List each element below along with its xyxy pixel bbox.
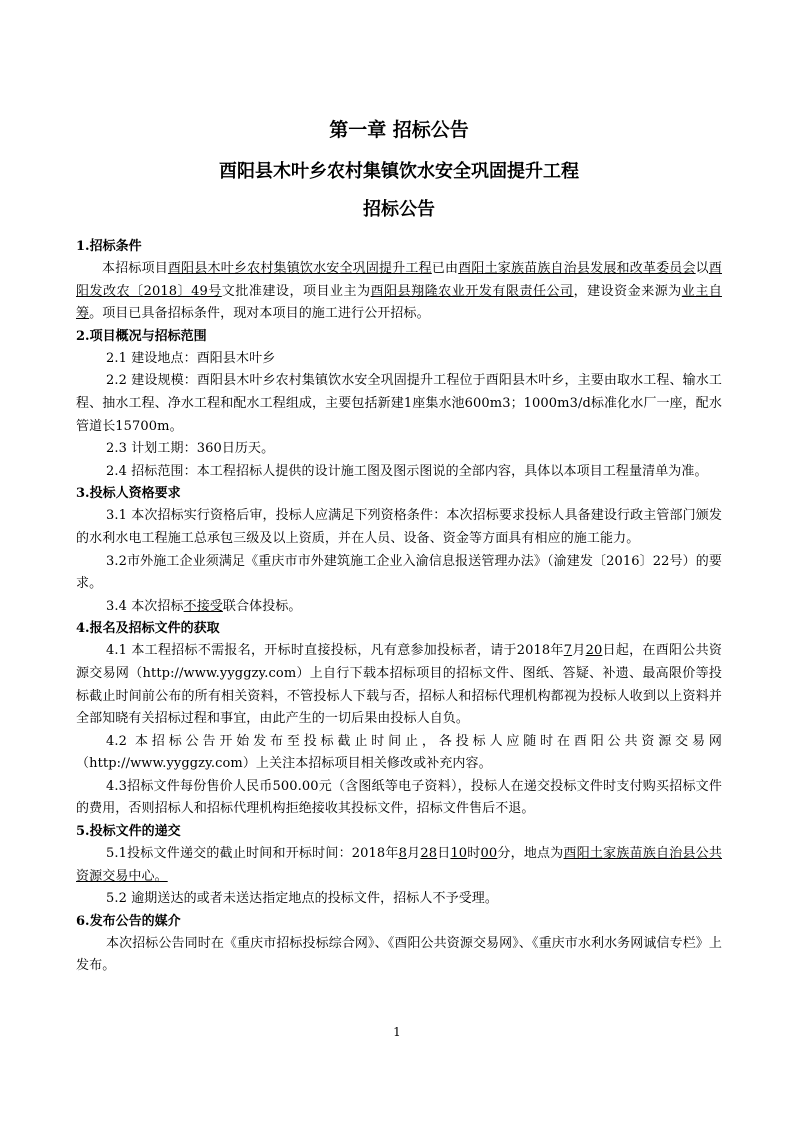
submission-place-underlined: 酉阳土家族苗族自治县公共资源交易中心。: [76, 846, 722, 884]
start-day-underlined: 20: [585, 643, 603, 659]
start-month-underlined: 7: [563, 643, 573, 659]
not-accept-underlined: 不接受: [183, 598, 223, 614]
section-title-bidding-conditions: 1.招标条件: [76, 239, 142, 254]
qualification-paragraph: 3.1 本次招标实行资格后审，投标人应满足下列资格条件：本次招标要求投标人具备建设行政主管部门颁发的水利水电工程施工总承包三级及以上资质，并在人员、设备、资金等方面具有相应的施工能力。: [76, 508, 722, 546]
publication-media-paragraph: 本次招标公告同时在《重庆市招标投标综合网》、《酉阳公共资源交易网》、《重庆市水利水务网诚信专栏》上发布。: [76, 935, 722, 974]
page-number: 1: [393, 1025, 401, 1039]
submission-deadline-paragraph: 5.1投标文件递交的截止时间和开标时间：2018年8月28日10时00分，地点为酉阳土家族苗族自治县公共资源交易中心。: [76, 846, 722, 884]
deadline-hour-underlined: 10: [450, 846, 468, 862]
late-submission-paragraph: 5.2 逾期送达的或者未送达指定地点的投标文件，招标人不予受理。: [106, 891, 499, 907]
section-title-qualification: 3.投标人资格要求: [76, 486, 181, 502]
document-body: [76, 118, 722, 978]
chapter-title: 第一章 招标公告: [329, 119, 469, 141]
section-title-project-overview: 2.项目概况与招标范围: [76, 328, 207, 344]
fund-source-underlined: 业主自筹: [76, 283, 722, 322]
announcement-updates-paragraph: 4.2 本招标公告开始发布至投标截止时间止，各投标人应随时在酉阳公共资源交易网（http://www.yyggzy.com）上关注本招标项目相关修改或补充内容。: [76, 733, 722, 772]
project-name-underlined: 酉阳县木叶乡农村集镇饮水安全巩固提升工程: [167, 261, 432, 276]
consortium-paragraph: 3.4 本次招标不接受联合体投标。: [106, 598, 302, 614]
section-title-submission: 5.投标文件的递交: [76, 824, 181, 840]
project-title: 酉阳县木叶乡农村集镇饮水安全巩固提升工程: [219, 161, 579, 182]
download-paragraph: 4.1 本工程招标不需报名，开标时直接投标，凡有意参加投标者，请于2018年7月20日起，在酉阳公共资源交易网（http://www.yyggzy.com）上自行下载本招标项目的招标文件、图纸、答疑、补遗、最高限价等投标截止时间前公布的所有相关资料，不管投标人下载与否，招标人和招标代理机构都视为投标人收到以上资料并全部知晓有关招标过程和事宜，由此产生的一切后果由投标人自负。: [76, 643, 722, 727]
construction-scale-paragraph: 2.2 建设规模：酉阳县木叶乡农村集镇饮水安全巩固提升工程位于酉阳县木叶乡，主要由取水工程、输水工程、抽水工程、净水工程和配水工程组成，主要包括新建1座集水池600m3；1000m3/d标准化水厂一座，配水管道长15700m。: [76, 373, 722, 434]
deadline-day-underlined: 28: [420, 846, 438, 862]
external-enterprise-paragraph: 3.2市外施工企业须满足《重庆市市外建筑施工企业入渝信息报送管理办法》（渝建发〔2016〕22号）的要求。: [76, 553, 722, 592]
approval-document-underlined: 酉阳发改农〔2018〕49号: [76, 261, 722, 299]
deadline-month-underlined: 8: [398, 846, 407, 862]
bidding-scope-paragraph: 2.4 招标范围：本工程招标人提供的设计施工图及图示图说的全部内容，具体以本项目工程量清单为准。: [106, 463, 708, 479]
construction-site-paragraph: 2.1 建设地点：酉阳县木叶乡: [106, 350, 276, 366]
approval-authority-underlined: 酉阳土家族苗族自治县发展和改革委员会: [458, 261, 696, 276]
project-owner-underlined: 酉阳县翔隆农业开发有限责任公司: [370, 283, 574, 299]
document-price-paragraph: 4.3招标文件每份售价人民币500.00元（含图纸等电子资料），投标人在递交投标文件时支付购买招标文件的费用，否则招标人和招标代理机构拒绝接收其投标文件，招标文件售后不退。: [76, 778, 722, 817]
section-title-obtaining-documents: 4.报名及招标文件的获取: [76, 621, 220, 637]
deadline-minute-underlined: 00: [480, 846, 498, 862]
construction-period-paragraph: 2.3 计划工期：360日历天。: [106, 441, 275, 457]
bidding-conditions-paragraph: 本招标项目酉阳县木叶乡农村集镇饮水安全巩固提升工程已由酉阳土家族苗族自治县发展和改革委员会以酉阳发改农〔2018〕49号文批准建设，项目业主为酉阳县翔隆农业开发有限责任公司，建设资金来源为业主自筹。项目已具备招标条件，现对本项目的施工进行公开招标。: [76, 261, 722, 322]
notice-title: 招标公告: [363, 199, 435, 220]
section-title-publication-media: 6.发布公告的媒介: [76, 913, 181, 929]
